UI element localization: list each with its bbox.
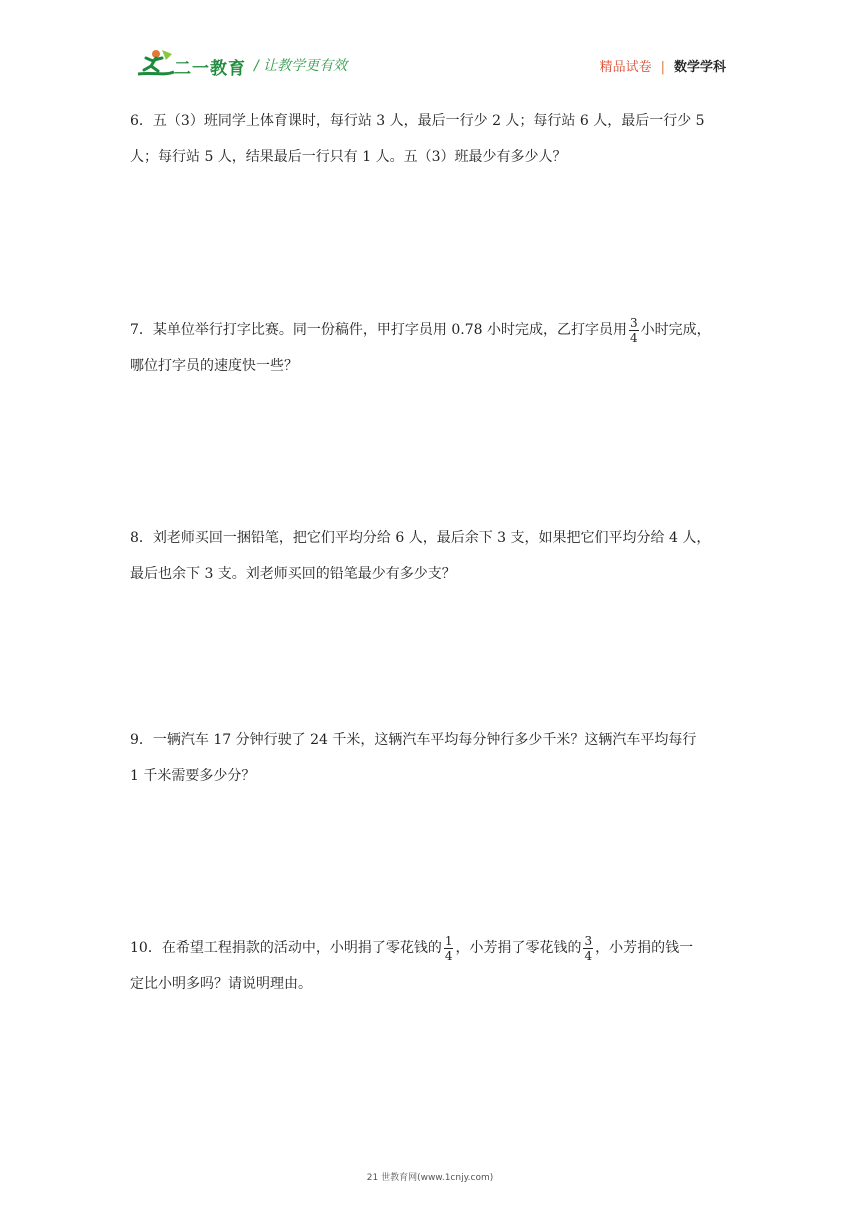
question-8-line-2: 最后也余下 3 支。刘老师买回的铅笔最少有多少支？ (130, 566, 456, 582)
question-9 (130, 722, 730, 794)
question-10 (130, 930, 730, 1002)
fraction-denominator: 4 (444, 948, 453, 963)
fraction-numerator: 1 (444, 933, 453, 948)
question-9-line-1: 9．一辆汽车 17 分钟行驶了 24 千米，这辆汽车平均每分钟行多少千米？这辆汽车平均每行 (130, 732, 697, 748)
subject-label: 数学学科 (673, 60, 726, 75)
fraction-three-quarters (629, 316, 639, 345)
fraction-one-quarter (444, 934, 454, 963)
question-7-text-b: 小时完成， (640, 322, 711, 338)
fraction-three-quarters (583, 934, 593, 963)
fraction-denominator: 4 (584, 948, 593, 963)
fraction-denominator: 4 (629, 330, 638, 345)
question-9-line-2: 1 千米需要多少分？ (130, 768, 256, 784)
question-7-line-1 (130, 312, 730, 348)
question-10-text-b: ，小芳捐了零花钱的 (455, 940, 582, 956)
fraction-numerator: 3 (584, 933, 593, 948)
question-10-line-2: 定比小明多吗？请说明理由。 (130, 976, 312, 992)
quality-label: 精品试卷 (599, 60, 652, 75)
question-10-text-c: ，小芳捐的钱一 (595, 940, 694, 956)
header-separator: | (660, 60, 665, 75)
page-header (0, 0, 860, 90)
question-8 (130, 520, 730, 592)
fraction-numerator: 3 (629, 315, 638, 330)
question-8-line-1: 8．刘老师买回一捆铅笔，把它们平均分给 6 人，最后余下 3 支，如果把它们平均分给 4 人， (130, 530, 711, 546)
question-7-text-a: 7．某单位举行打字比赛。同一份稿件，甲打字员用 0.78 小时完成，乙打字员用 (130, 322, 627, 338)
question-7-line-2: 哪位打字员的速度快一些？ (130, 358, 298, 374)
question-7 (130, 312, 730, 384)
question-6-line-2: 人；每行站 5 人，结果最后一行只有 1 人。五（3）班最少有多少人？ (130, 149, 567, 165)
question-6 (130, 103, 730, 175)
brand-slogan: / 让教学更有效 (254, 58, 348, 74)
question-10-line-1 (130, 930, 730, 966)
page-footer: 21 世教育网(www.1cnjy.com) (366, 1173, 494, 1183)
question-6-line-1: 6．五（3）班同学上体育课时，每行站 3 人，最后一行少 2 人；每行站 6 人，最后一行少 5 (130, 113, 705, 129)
header-right (600, 56, 726, 75)
brand-name: 二一教育 (174, 59, 246, 79)
question-10-text-a: 10．在希望工程捐款的活动中，小明捐了零花钱的 (130, 940, 442, 956)
